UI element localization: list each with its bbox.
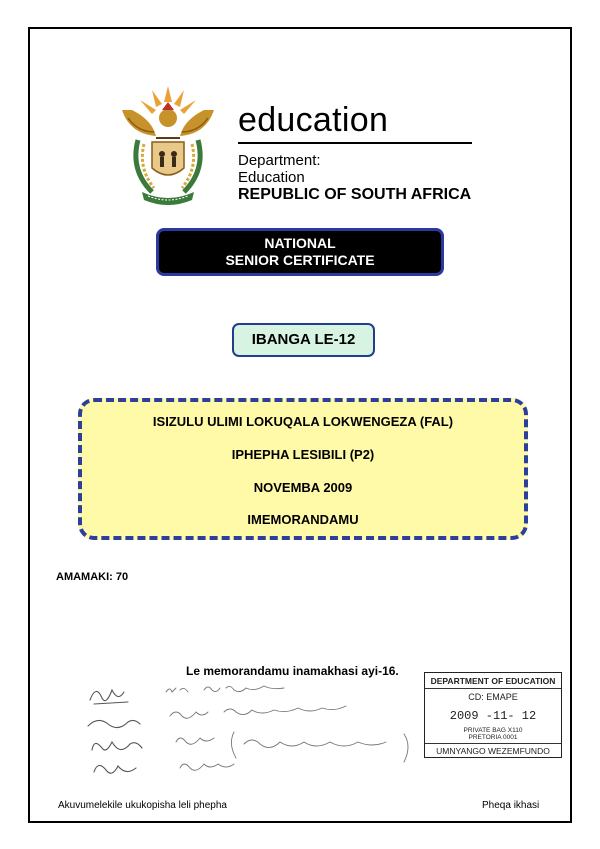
stamp-divider xyxy=(425,688,561,689)
department-stamp xyxy=(424,672,562,758)
brand-title: education xyxy=(238,101,389,139)
copy-notice: Akuvumelekile ukukopisha leli phepha xyxy=(58,800,227,811)
stamp-address xyxy=(425,727,561,741)
stamp-department-zulu: UMNYANGO WEZEMFUNDO xyxy=(436,746,550,756)
stamp-district: CD: EMAPE xyxy=(468,692,518,702)
document-type: IMEMORANDAMU xyxy=(247,512,359,527)
subject-title: ISIZULU ULIMI LOKUQALA LOKWENGEZA (FAL) xyxy=(152,414,454,429)
stamp-divider-bottom xyxy=(425,743,561,744)
stamp-address-line-1: PRIVATE BAG X110 xyxy=(463,727,523,734)
stamp-date: 2009 -11- 12 xyxy=(449,709,537,723)
turn-page-note: Pheqa ikhasi xyxy=(482,800,540,811)
grade-label: IBANGA LE-12 xyxy=(232,323,375,357)
stamp-address-line-2: PRETORIA 0001 xyxy=(468,734,518,741)
stamp-department: DEPARTMENT OF EDUCATION xyxy=(430,676,556,686)
subject-panel xyxy=(78,398,528,540)
country-name: REPUBLIC OF SOUTH AFRICA xyxy=(238,186,472,203)
department-name: Education xyxy=(238,169,305,186)
handwritten-signatures xyxy=(84,682,414,786)
exam-date: NOVEMBA 2009 xyxy=(253,480,353,495)
department-label: Department: xyxy=(238,152,321,169)
certificate-banner xyxy=(156,228,444,276)
certificate-line-2: SENIOR CERTIFICATE xyxy=(225,252,375,268)
page-count-note: Le memorandamu inamakhasi ayi-16. xyxy=(186,664,399,678)
brand-divider xyxy=(238,142,472,144)
coat-of-arms-icon xyxy=(112,80,224,208)
paper-number: IPHEPHA LESIBILI (P2) xyxy=(231,447,375,462)
certificate-line-1: NATIONAL xyxy=(264,235,336,251)
total-marks: AMAMAKI: 70 xyxy=(56,571,129,583)
